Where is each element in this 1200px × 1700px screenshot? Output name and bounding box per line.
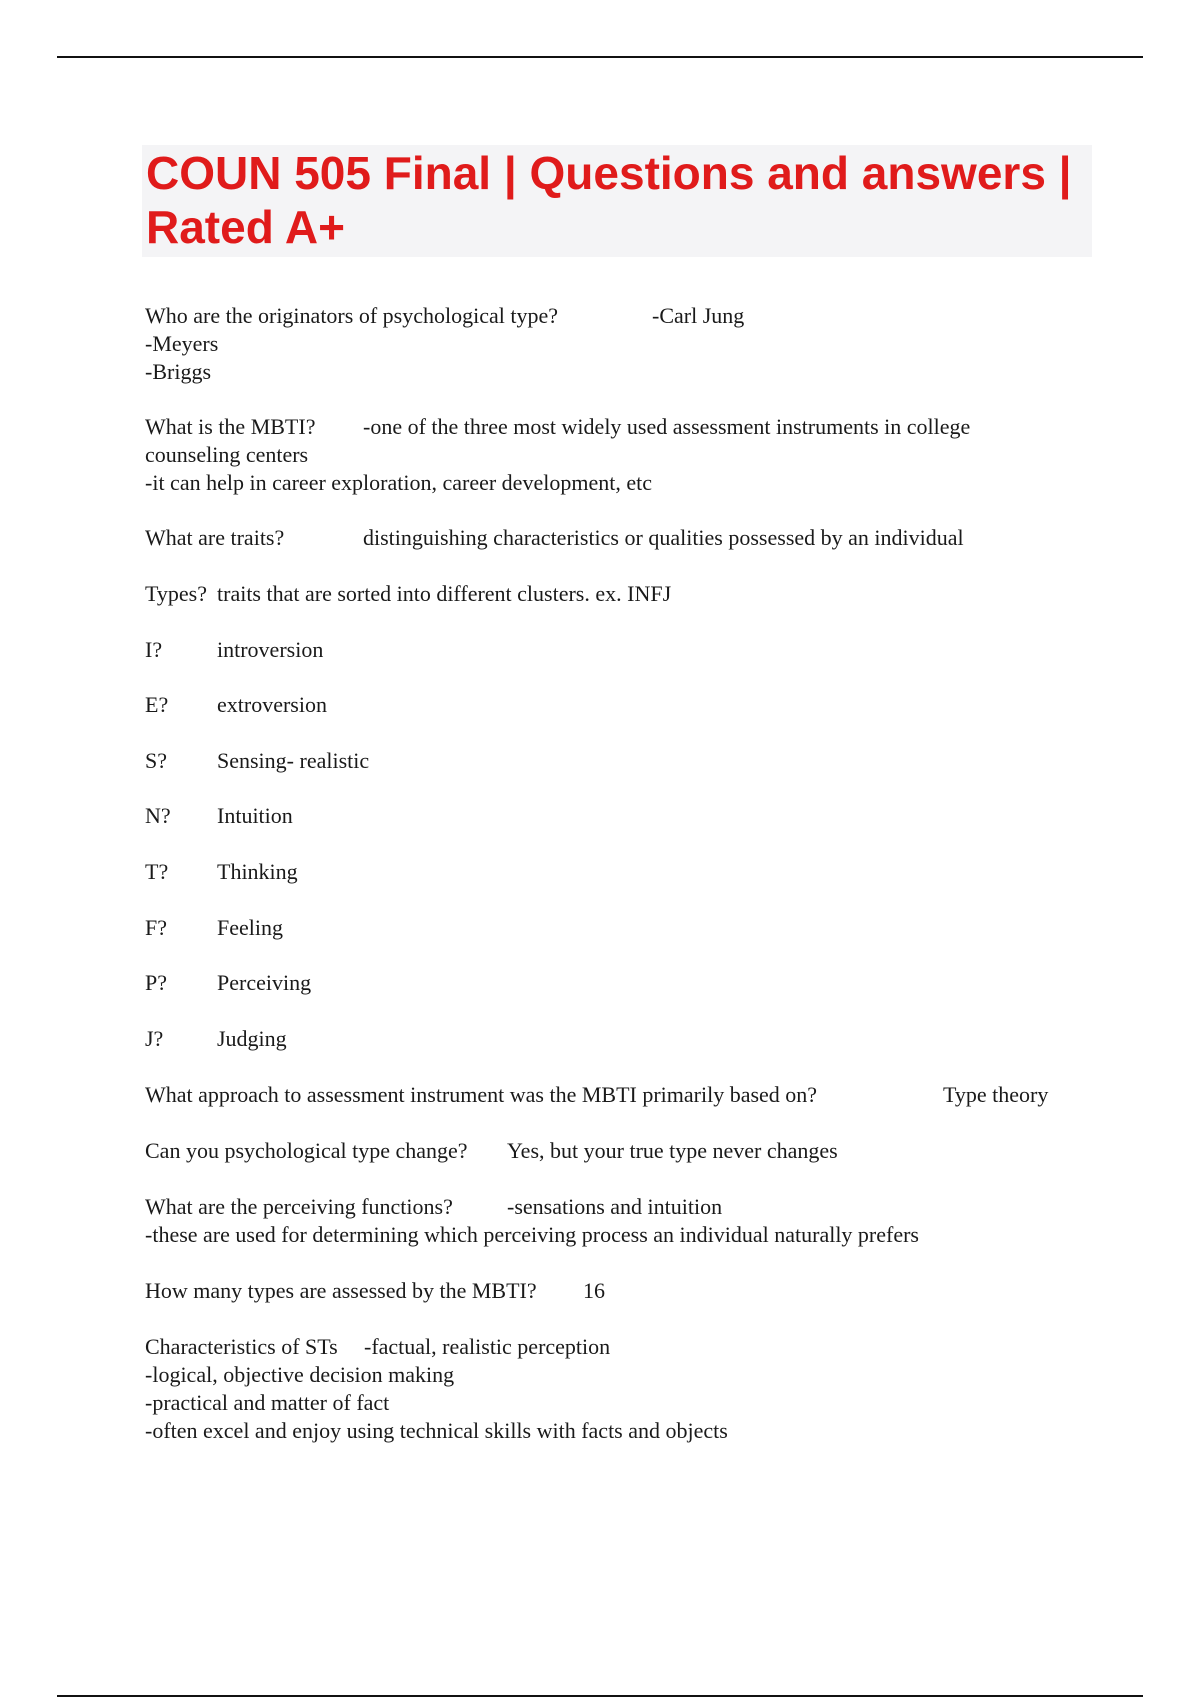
qa-item bbox=[145, 914, 1065, 942]
qa-item bbox=[145, 747, 1065, 775]
question-text: J? bbox=[145, 1026, 164, 1051]
answer-text: Intuition bbox=[217, 803, 293, 828]
answer-text: -Briggs bbox=[145, 359, 211, 384]
qa-item bbox=[145, 802, 1065, 830]
header-rule bbox=[57, 56, 1143, 58]
qa-item bbox=[145, 636, 1065, 664]
answer-text: -sensations and intuition bbox=[507, 1194, 723, 1219]
answer-text: -Meyers bbox=[145, 331, 219, 356]
answer-text: Feeling bbox=[217, 915, 283, 940]
answer-text: Judging bbox=[217, 1026, 287, 1051]
answer-text: -logical, objective decision making bbox=[145, 1362, 455, 1387]
qa-item bbox=[145, 858, 1065, 886]
answer-text: -it can help in career exploration, career development, etc bbox=[145, 470, 652, 495]
answer-text: -one of the three most widely used assessment instruments in college bbox=[363, 414, 971, 439]
question-text: T? bbox=[145, 859, 169, 884]
answer-text: Yes, but your true type never changes bbox=[507, 1138, 838, 1163]
question-text: S? bbox=[145, 748, 167, 773]
qa-item bbox=[145, 691, 1065, 719]
answer-text: Thinking bbox=[217, 859, 298, 884]
question-text: Types? bbox=[145, 581, 207, 606]
page-title: COUN 505 Final | Questions and answers | Rated A+ bbox=[146, 147, 1072, 253]
answer-text: Type theory bbox=[943, 1082, 1049, 1107]
answer-text: traits that are sorted into different clusters. ex. INFJ bbox=[217, 581, 672, 606]
answer-text: counseling centers bbox=[145, 442, 309, 467]
qa-item bbox=[145, 1137, 1065, 1165]
question-text: Who are the originators of psychological type? bbox=[145, 303, 558, 328]
question-text: P? bbox=[145, 970, 167, 995]
qa-item bbox=[145, 1333, 1065, 1445]
qa-item bbox=[145, 580, 1065, 608]
answer-text: -Carl Jung bbox=[652, 303, 745, 328]
question-text: F? bbox=[145, 915, 167, 940]
answer-text: -often excel and enjoy using technical skills with facts and objects bbox=[145, 1418, 728, 1443]
footer-rule bbox=[57, 1695, 1143, 1697]
question-text: I? bbox=[145, 637, 163, 662]
qa-item bbox=[145, 1081, 1065, 1109]
question-text: Characteristics of STs bbox=[145, 1334, 338, 1359]
answer-text: -practical and matter of fact bbox=[145, 1390, 390, 1415]
answer-text: Sensing- realistic bbox=[217, 748, 370, 773]
question-text: How many types are assessed by the MBTI? bbox=[145, 1278, 537, 1303]
question-text: E? bbox=[145, 692, 169, 717]
question-text: Can you psychological type change? bbox=[145, 1138, 468, 1163]
answer-text: 16 bbox=[583, 1278, 605, 1303]
answer-text: -factual, realistic perception bbox=[364, 1334, 611, 1359]
qa-item bbox=[145, 1277, 1065, 1305]
qa-item bbox=[145, 302, 1065, 386]
answer-text: -these are used for determining which perceiving process an individual naturally prefers bbox=[145, 1222, 919, 1247]
answer-text: Perceiving bbox=[217, 970, 312, 995]
answer-text: extroversion bbox=[217, 692, 327, 717]
question-text: N? bbox=[145, 803, 171, 828]
question-text: What are traits? bbox=[145, 525, 285, 550]
qa-item bbox=[145, 969, 1065, 997]
question-text: What are the perceiving functions? bbox=[145, 1194, 453, 1219]
qa-item bbox=[145, 524, 1065, 552]
qa-item bbox=[145, 413, 1065, 497]
question-text: What approach to assessment instrument was the MBTI primarily based on? bbox=[145, 1082, 818, 1107]
answer-text: distinguishing characteristics or qualities possessed by an individual bbox=[363, 525, 964, 550]
qa-item bbox=[145, 1025, 1065, 1053]
answer-text: introversion bbox=[217, 637, 324, 662]
question-text: What is the MBTI? bbox=[145, 414, 316, 439]
qa-item bbox=[145, 1193, 1065, 1249]
